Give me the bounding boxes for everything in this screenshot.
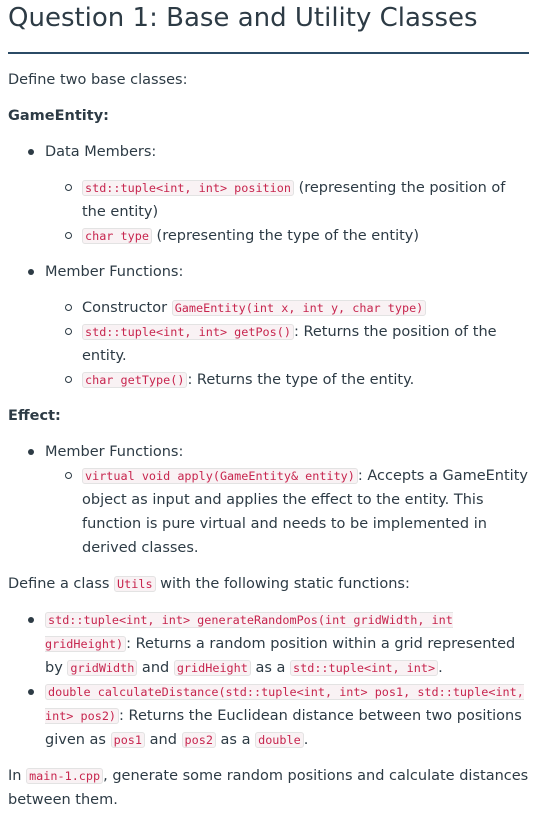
member-function-getpos — [45, 320, 533, 368]
data-members-label: Data Members: — [45, 144, 157, 160]
utils-intro-prefix: Define a class — [8, 576, 115, 592]
description-text: : Returns the Euclidean distance between two positions given as — [45, 708, 522, 748]
member-function-gettype — [45, 368, 533, 392]
code-snippet: std::tuple<int, int> getPos() — [82, 324, 294, 340]
data-members-list — [45, 176, 533, 248]
member-functions-list — [45, 296, 533, 392]
data-member-type — [45, 224, 533, 248]
description-text: and — [145, 732, 182, 748]
game-entity-heading: GameEntity: — [8, 108, 109, 124]
member-function-apply — [45, 464, 533, 560]
member-functions-label: Member Functions: — [45, 264, 184, 280]
effect-member-functions-list — [45, 464, 533, 560]
title-divider — [8, 52, 529, 54]
utils-intro-suffix: with the following static functions: — [155, 576, 410, 592]
page-title: Question 1: Base and Utility Classes — [8, 3, 478, 33]
code-snippet: virtual void apply(GameEntity& entity) — [82, 468, 358, 484]
closing-prefix: In — [8, 768, 27, 784]
utils-function-calculate-distance — [8, 680, 533, 752]
code-snippet: pos2 — [182, 732, 216, 748]
description-text: . — [438, 660, 443, 676]
code-snippet: gridHeight — [174, 660, 251, 676]
description-text: : Accepts a GameEntity object as input and applies the effect to the entity. This function is pure virtual and needs to be implemented in derived classes. — [82, 468, 528, 556]
closing-text — [8, 764, 533, 812]
description-text: . — [303, 732, 309, 748]
code-snippet: char type — [82, 228, 152, 244]
effect-heading: Effect: — [8, 408, 61, 424]
game-entity-list — [8, 140, 533, 392]
data-member-position — [45, 176, 533, 224]
utils-intro — [8, 572, 533, 596]
utils-function-list — [8, 608, 533, 752]
code-snippet: double — [255, 732, 304, 748]
description-text: as a — [250, 660, 291, 676]
utils-class-code: Utils — [114, 576, 156, 592]
code-snippet: pos1 — [111, 732, 145, 748]
effect-list — [8, 440, 533, 560]
member-functions-item — [8, 260, 533, 392]
code-snippet: std::tuple<int, int> — [290, 660, 438, 676]
description-text: : Returns the position of the entity. — [82, 324, 497, 364]
prefix-text: Constructor — [82, 300, 172, 316]
data-members-item — [8, 140, 533, 248]
effect-member-functions-item — [8, 440, 533, 560]
question-body — [8, 68, 533, 812]
code-snippet: gridWidth — [67, 660, 137, 676]
code-snippet: GameEntity(int x, int y, char type) — [172, 300, 427, 316]
description-text: : Returns a random position within a grid represented by — [45, 636, 516, 676]
code-snippet: std::tuple<int, int> position — [82, 180, 294, 196]
code-snippet: std::tuple<int, int> generateRandomPos(int gridWidth, int gridHeight) — [45, 613, 453, 651]
member-function-constructor — [45, 296, 533, 320]
filename-code: main-1.cpp — [26, 768, 103, 784]
intro-text: Define two base classes: — [8, 72, 188, 88]
description-text: (representing the type of the entity) — [151, 228, 420, 244]
description-text: (representing the position of the entity) — [82, 180, 506, 220]
code-snippet: double calculateDistance(std::tuple<int, int> pos1, std::tuple<int, int> pos2) — [45, 685, 524, 723]
code-snippet: char getType() — [82, 372, 187, 388]
closing-suffix: , generate some random positions and calculate distances between them. — [8, 768, 529, 808]
description-text: as a — [215, 732, 256, 748]
description-text: : Returns the type of the entity. — [187, 372, 415, 388]
description-text: and — [137, 660, 174, 676]
member-functions-label: Member Functions: — [45, 444, 184, 460]
utils-function-generate-random-pos — [8, 608, 533, 680]
